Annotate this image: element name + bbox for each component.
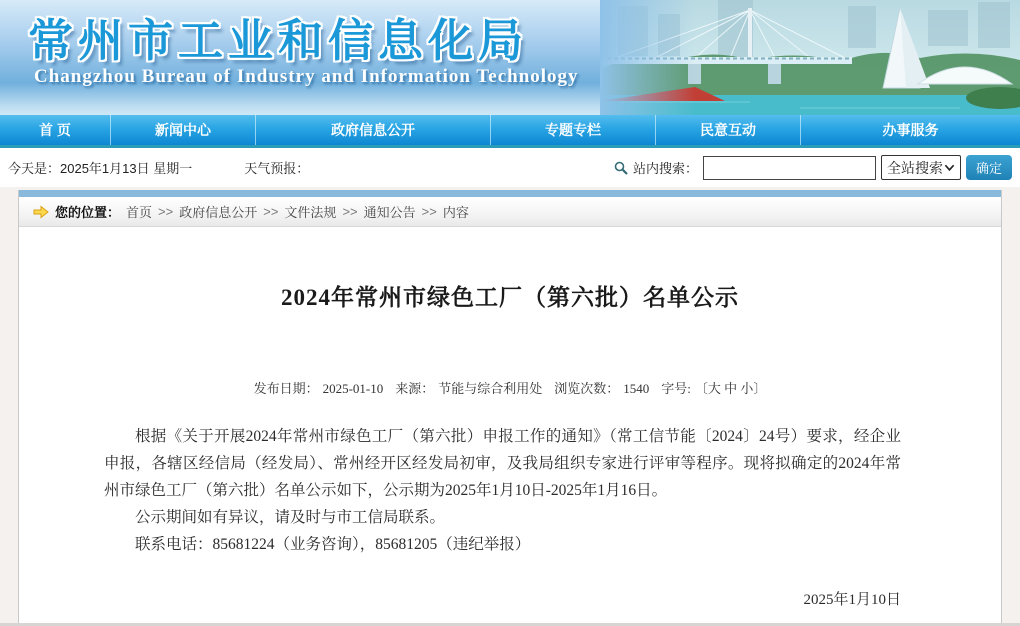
nav-item-home[interactable]: 首 页	[39, 122, 71, 138]
breadcrumb	[19, 197, 1001, 227]
nav-item-gov-info[interactable]: 政府信息公开	[255, 115, 490, 145]
source-label: 来源：	[395, 381, 435, 396]
nav-item-public-opinion[interactable]: 民意互动	[655, 115, 800, 145]
article-title: 2024年常州市绿色工厂（第六批）名单公示	[281, 285, 739, 310]
site-search	[614, 155, 1012, 180]
breadcrumb-label: 您的位置：	[55, 205, 121, 220]
views-value: 1540	[623, 381, 650, 396]
article	[19, 279, 1001, 609]
search-label: 站内搜索：	[632, 161, 698, 176]
breadcrumb-separator: >>	[342, 204, 358, 219]
search-icon	[614, 161, 628, 175]
site-title: 常州市工业和信息化局	[28, 15, 529, 66]
publish-date-label: 发布日期：	[253, 381, 319, 396]
fontsize-label: 字号:	[661, 381, 691, 396]
chevron-down-icon	[944, 164, 955, 172]
breadcrumb-item-content: 内容	[442, 205, 469, 220]
nav-item-special-topics[interactable]: 专题专栏	[490, 115, 655, 145]
breadcrumb-item-documents[interactable]: 文件法规	[284, 205, 337, 220]
breadcrumb-separator: >>	[421, 204, 437, 219]
info-bar	[0, 148, 1020, 187]
search-input[interactable]	[703, 156, 876, 180]
breadcrumb-separator: >>	[158, 204, 174, 219]
article-body	[104, 423, 901, 558]
content-top-bar	[19, 190, 1001, 197]
paragraph: 联系电话：85681224（业务咨询），85681205（违纪举报）	[135, 536, 531, 553]
breadcrumb-separator: >>	[263, 204, 279, 219]
search-submit-button[interactable]: 确定	[966, 155, 1012, 180]
publish-date-value: 2025-01-10	[322, 381, 384, 396]
paragraph: 根据《关于开展2024年常州市绿色工厂（第六批）申报工作的通知》（常工信节能〔2024〕24号）要求，经企业申报，各辖区经信局（经发局）、常州经开区经发局初审，及我局组织专家进行评审等程序。现将拟确定的2024年常州市绿色工厂（第六批）名单公示如下，公示期为2025年1月10日-2025年1月16日。	[104, 428, 901, 499]
search-scope-select[interactable]	[881, 155, 961, 180]
content-box	[18, 190, 1002, 623]
page-background	[0, 187, 1020, 623]
sign-date: 2025年1月10日	[803, 592, 901, 608]
nav-item-news[interactable]: 新闻中心	[110, 115, 255, 145]
fontsize-controls[interactable]: 〔大 中 小〕	[694, 381, 767, 396]
header-banner	[0, 0, 1020, 115]
cityscape-photo	[600, 0, 1020, 115]
weather-label: 天气预报：	[244, 161, 310, 176]
breadcrumb-item-home[interactable]: 首页	[126, 205, 153, 220]
breadcrumb-item-notices[interactable]: 通知公告	[363, 205, 416, 220]
search-scope-value: 全站搜索	[887, 159, 943, 176]
nav-item-services[interactable]: 办事服务	[800, 115, 1020, 145]
today-label: 今天是：	[8, 161, 61, 176]
breadcrumb-item-gov-info[interactable]: 政府信息公开	[179, 205, 258, 220]
source-value: 节能与综合利用处	[438, 381, 543, 396]
main-nav	[0, 115, 1020, 148]
today-date: 2025年1月13日 星期一	[60, 161, 193, 176]
article-meta	[19, 378, 1001, 397]
views-label: 浏览次数：	[554, 381, 620, 396]
site-subtitle-english: Changzhou Bureau of Industry and Information Technology	[34, 66, 579, 87]
breadcrumb-arrow-icon	[33, 205, 49, 219]
paragraph: 公示期间如有异议，请及时与市工信局联系。	[135, 509, 446, 526]
